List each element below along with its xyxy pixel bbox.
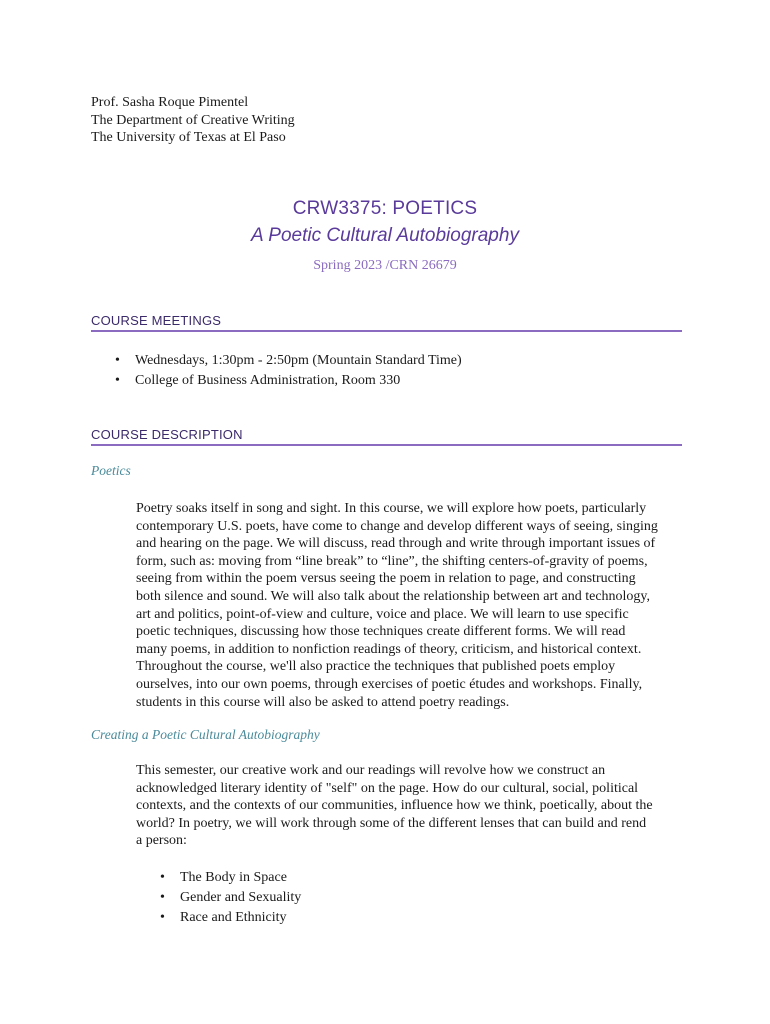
autobiography-paragraph: This semester, our creative work and our readings will revolve how we construct an acknowledged literary identity of "self" on the page. How do our cultural, social, political contexts, and the contexts of our communities, influence how we think, poetically, about the world? In poetry, we will work through some of the different lenses that can build and rend a person:	[136, 763, 653, 849]
course-subtitle: A Poetic Cultural Autobiography	[251, 225, 519, 246]
meetings-list	[111, 351, 462, 391]
university-name: The University of Texas at El Paso	[91, 130, 286, 145]
list-item: • Gender and Sexuality	[156, 888, 301, 908]
department-name: The Department of Creative Writing	[91, 112, 295, 128]
course-meetings-heading: COURSE MEETINGS	[91, 313, 682, 332]
course-description-heading: COURSE DESCRIPTION	[91, 427, 682, 446]
list-item: • Wednesdays, 1:30pm - 2:50pm (Mountain Standard Time)	[111, 351, 462, 371]
instructor-name: Prof. Sasha Roque Pimentel	[91, 95, 249, 110]
course-title: CRW3375: POETICS	[292, 198, 478, 219]
autobiography-subheading: Creating a Poetic Cultural Autobiography	[91, 727, 320, 742]
list-item: • Race and Ethnicity	[156, 908, 301, 928]
list-item: • College of Business Administration, Room 330	[111, 371, 462, 391]
poetics-subheading: Poetics	[91, 463, 131, 478]
list-item: • The Body in Space	[156, 868, 301, 888]
course-term: Spring 2023 /CRN 26679	[313, 258, 457, 273]
poetics-paragraph: Poetry soaks itself in song and sight. In this course, we will explore how poets, particularly contemporary U.S. poets, have come to change and develop different ways of seeing, singing and hearing on the page. We will discuss, read through and write through important issues of form, such as: moving from “line break” to “line”, the shifting centers-of-gravity of poems, seeing from within the poem versus seeing the poem in relation to page, and constructing both silence and sound. We will also talk about the relationship between art and technology, art and politics, point-of-view and culture, voice and place. We will learn to use specific poetic techniques, discussing how those techniques create different forms. We will read many poems, in addition to nonfiction readings of theory, criticism, and historical context. Throughout the course, we'll also practice the techniques that published poets employ ourselves, into our own poems, through exercises of poetic études and workshops. Finally, students in this course will also be asked to attend poetry readings.	[136, 501, 658, 710]
lenses-list	[156, 868, 301, 928]
instructor-header	[91, 94, 295, 147]
